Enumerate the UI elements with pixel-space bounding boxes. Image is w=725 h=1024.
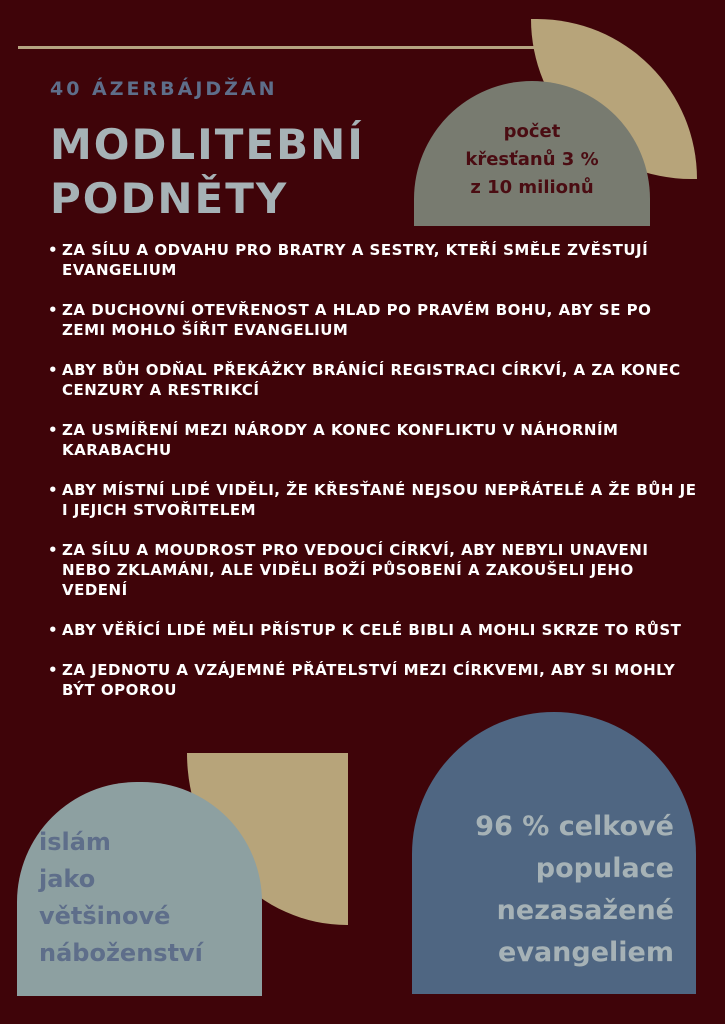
- unreached-stat-line4: evangeliem: [498, 937, 674, 968]
- christian-stat-line1: počet: [503, 120, 561, 142]
- religion-stat-line3: většinové: [39, 902, 171, 930]
- unreached-stat-text: [420, 806, 674, 974]
- prayer-points-list: [48, 240, 698, 720]
- religion-stat-line1: islám: [39, 828, 111, 856]
- page-title-line2: PODNĚTY: [50, 174, 289, 223]
- religion-stat-line2: jako: [39, 865, 96, 893]
- unreached-stat-line3: nezasažené: [496, 895, 674, 926]
- prayer-point: • ZA JEDNOTU A VZÁJEMNÉ PŘÁTELSTVÍ MEZI CÍRKVEMI, ABY SI MOHLY BÝT OPOROU: [48, 660, 698, 700]
- page-title: [50, 118, 365, 226]
- prayer-point: • ZA SÍLU A MOUDROST PRO VEDOUCÍ CÍRKVÍ, ABY NEBYLI UNAVENI NEBO ZKLAMÁNI, ALE VIDĚLI BOŽÍ PŮSOBENÍ A ZAKOUŠELI JEHO VEDENÍ: [48, 540, 698, 600]
- prayer-point: • ABY MÍSTNÍ LIDÉ VIDĚLI, ŽE KŘESŤANÉ NEJSOU NEPŘÁTELÉ A ŽE BŮH JE I JEJICH STVOŘITELEM: [48, 480, 698, 520]
- prayer-point: • ZA SÍLU A ODVAHU PRO BRATRY A SESTRY, KTEŘÍ SMĚLE ZVĚSTUJÍ EVANGELIUM: [48, 240, 698, 280]
- country-heading: 40 ÁZERBÁJDŽÁN: [50, 78, 278, 100]
- christian-stat-line3: z 10 milionů: [470, 176, 594, 198]
- prayer-point: • ABY BŮH ODŇAL PŘEKÁŽKY BRÁNÍCÍ REGISTRACI CÍRKVÍ, A ZA KONEC CENZURY A RESTRIKCÍ: [48, 360, 698, 400]
- top-divider-line: [18, 46, 558, 49]
- page-title-line1: MODLITEBNÍ: [50, 120, 365, 169]
- religion-stat-text: [39, 824, 203, 972]
- christian-stat-line2: křesťanů 3 %: [465, 148, 599, 170]
- unreached-stat-line1: 96 % celkové: [475, 811, 674, 842]
- prayer-point: • ABY VĚŘÍCÍ LIDÉ MĚLI PŘÍSTUP K CELÉ BIBLI A MOHLI SKRZE TO RŮST: [48, 620, 698, 640]
- prayer-point: • ZA USMÍŘENÍ MEZI NÁRODY A KONEC KONFLIKTU V NÁHORNÍM KARABACHU: [48, 420, 698, 460]
- religion-stat-line4: náboženství: [39, 939, 203, 967]
- prayer-point: • ZA DUCHOVNÍ OTEVŘENOST A HLAD PO PRAVÉM BOHU, ABY SE PO ZEMI MOHLO ŠÍŘIT EVANGELIUM: [48, 300, 698, 340]
- unreached-stat-line2: populace: [535, 853, 674, 884]
